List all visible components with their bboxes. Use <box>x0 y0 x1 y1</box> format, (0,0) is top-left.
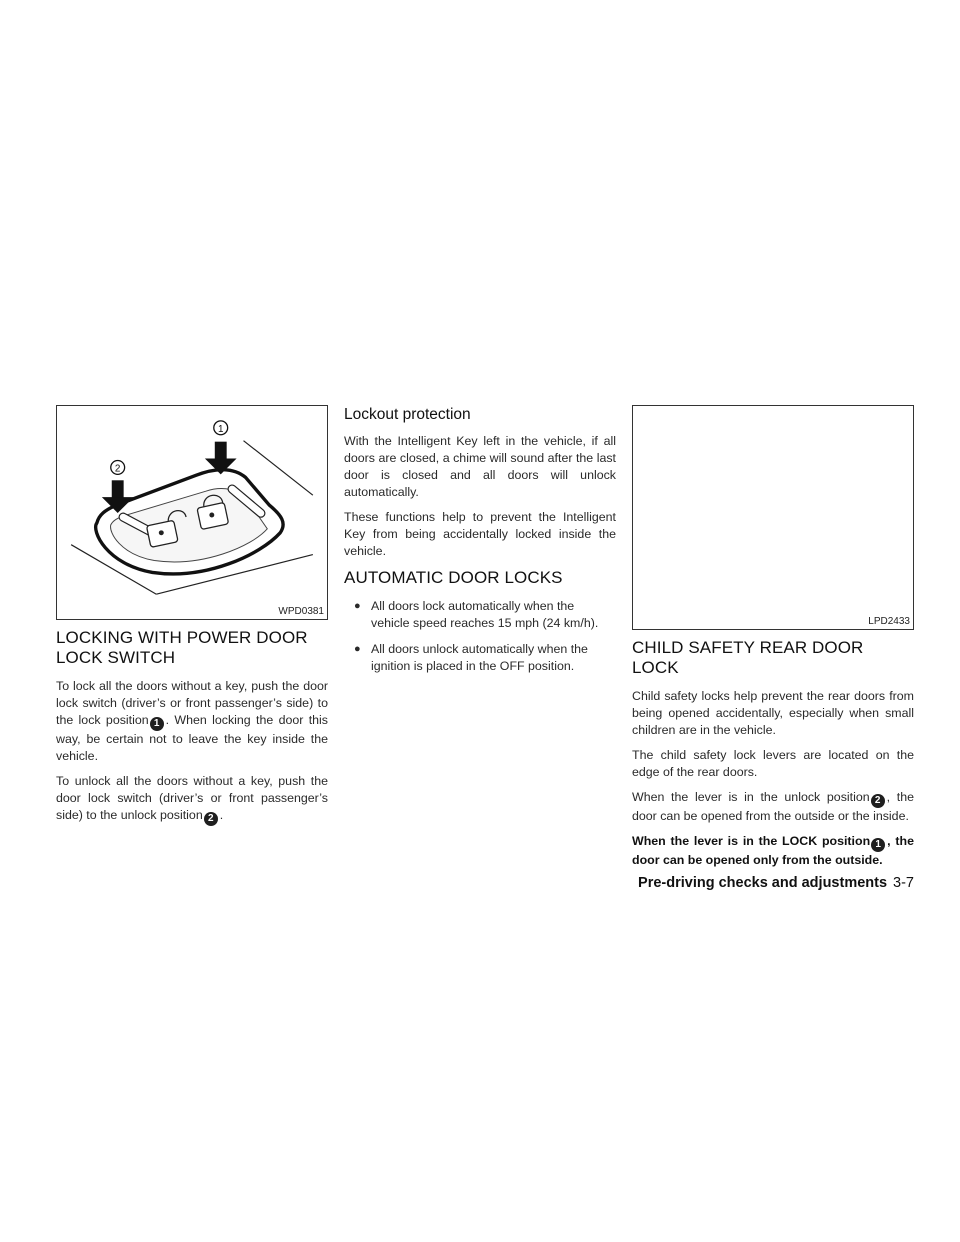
text: , the door can be opened only from the outside. <box>632 834 914 867</box>
paragraph-lockout-2: These functions help to prevent the Intelligent Key from being accidentally locked inside the vehicle. <box>344 510 616 558</box>
marker-1: 1 <box>150 717 164 731</box>
text: , the door can be opened from the outside or the inside. <box>632 790 914 823</box>
subheading-lockout-protection: Lockout protection <box>344 406 471 423</box>
text: To lock all the doors without a key, push the door lock switch (driver’s or front passenger’s side) to the lock position <box>56 679 328 727</box>
paragraph-lock <box>56 678 328 765</box>
column-left <box>56 405 328 834</box>
figure-code: WPD0381 <box>278 606 324 617</box>
paragraph-child-3 <box>632 789 914 825</box>
list-item-text: All doors unlock automatically when the ignition is placed in the OFF position. <box>371 642 588 673</box>
callout-label-2: 2 <box>114 463 121 475</box>
callout-label-1: 1 <box>217 423 224 435</box>
list-item-text: All doors lock automatically when the vehicle speed reaches 15 mph (24 km/h). <box>371 599 599 630</box>
text: When the lever is in the unlock position <box>632 790 870 804</box>
text: To unlock all the doors without a key, push the door lock switch (driver’s or front passenger’s side) to the unlock position <box>56 774 328 822</box>
door-lock-switch-illustration <box>57 406 327 619</box>
heading-power-door-lock: LOCKING WITH POWER DOOR LOCK SWITCH <box>56 628 308 667</box>
marker-1: 1 <box>871 838 885 852</box>
paragraph-child-1: Child safety locks help prevent the rear doors from being opened accidentally, especially when small children are in the vehicle. <box>632 689 914 737</box>
list-item <box>344 641 616 675</box>
marker-2: 2 <box>871 794 885 808</box>
paragraph-child-2: The child safety lock levers are located on the edge of the rear doors. <box>632 748 914 779</box>
column-middle <box>344 405 616 684</box>
bullet-icon: ● <box>354 643 361 655</box>
bullet-list <box>344 598 616 675</box>
heading-child-safety: CHILD SAFETY REAR DOOR LOCK <box>632 638 864 677</box>
heading-automatic-door-locks: AUTOMATIC DOOR LOCKS <box>344 568 563 587</box>
power-door-lock-switch-figure <box>56 405 328 620</box>
child-safety-lock-figure <box>632 405 914 630</box>
paragraph-unlock <box>56 773 328 826</box>
page-number: 3-7 <box>893 875 914 891</box>
marker-2: 2 <box>204 812 218 826</box>
bullet-icon: ● <box>354 600 361 612</box>
paragraph-lockout-1: With the Intelligent Key left in the vehicle, if all doors are closed, a chime will sound after the last door is closed and all doors will unlock automatically. <box>344 434 616 499</box>
text: When the lever is in the LOCK position <box>632 834 871 848</box>
footer-section-title: Pre-driving checks and adjustments <box>638 875 888 891</box>
text: . <box>219 808 224 822</box>
column-right <box>632 405 914 877</box>
list-item <box>344 598 616 632</box>
paragraph-child-4 <box>632 833 914 869</box>
figure-code: LPD2433 <box>868 616 910 627</box>
page-footer <box>638 875 914 891</box>
text: . When locking the door this way, be certain not to leave the key inside the vehicle. <box>56 713 328 763</box>
